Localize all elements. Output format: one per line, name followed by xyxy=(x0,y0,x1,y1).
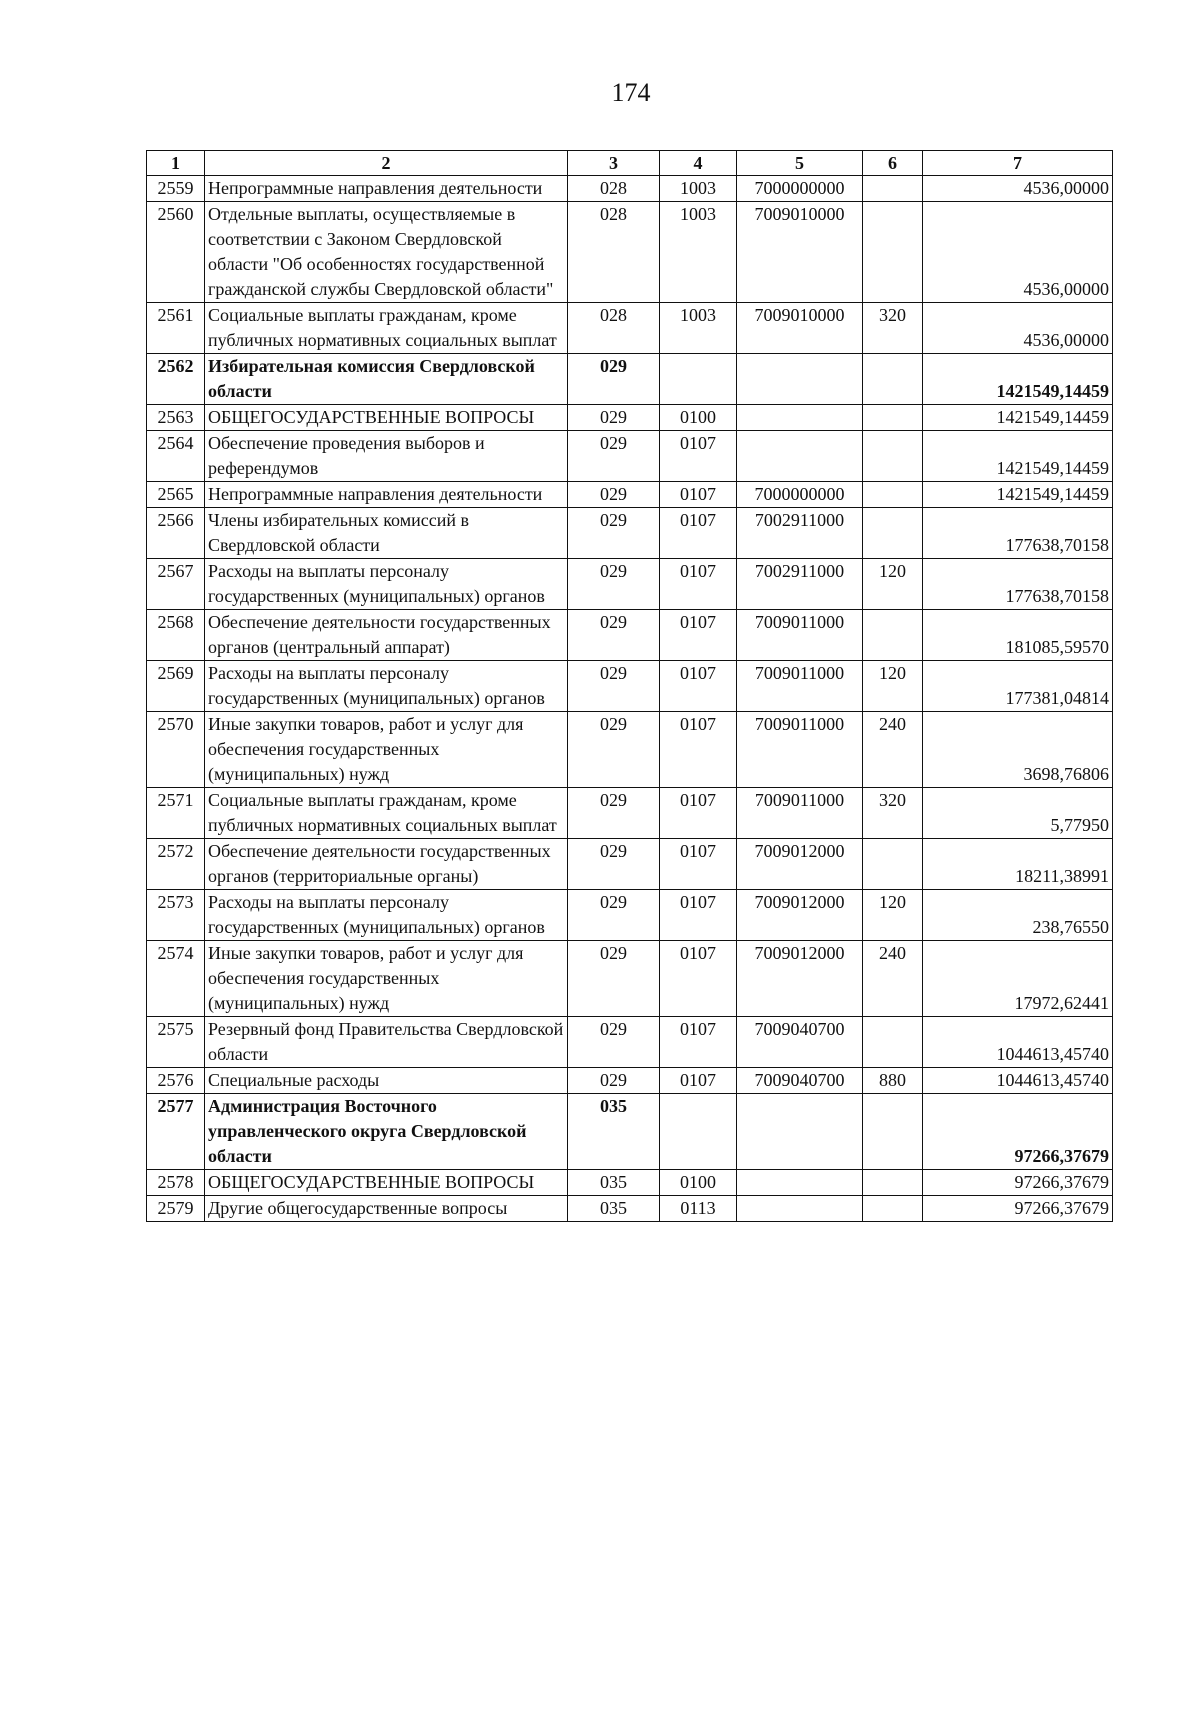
row-code-3: 029 xyxy=(568,712,660,788)
row-code-6 xyxy=(863,354,923,405)
table-row xyxy=(147,1017,1113,1068)
row-code-6 xyxy=(863,405,923,431)
row-number: 2574 xyxy=(147,941,205,1017)
col-header-1: 1 xyxy=(147,151,205,176)
row-name: ОБЩЕГОСУДАРСТВЕННЫЕ ВОПРОСЫ xyxy=(205,405,568,431)
row-number: 2561 xyxy=(147,303,205,354)
row-number: 2578 xyxy=(147,1170,205,1196)
row-name: Обеспечение деятельности государственных органов (территориальные органы) xyxy=(205,839,568,890)
row-number: 2573 xyxy=(147,890,205,941)
row-sum: 97266,37679 xyxy=(923,1196,1113,1222)
row-name: Другие общегосударственные вопросы xyxy=(205,1196,568,1222)
row-sum: 5,77950 xyxy=(923,788,1113,839)
row-name: Резервный фонд Правительства Свердловской области xyxy=(205,1017,568,1068)
row-code-6 xyxy=(863,839,923,890)
row-code-4: 0107 xyxy=(660,508,737,559)
row-code-6: 320 xyxy=(863,788,923,839)
row-code-3: 029 xyxy=(568,482,660,508)
row-code-3: 029 xyxy=(568,890,660,941)
row-code-6: 120 xyxy=(863,661,923,712)
row-code-4: 0107 xyxy=(660,839,737,890)
table-row xyxy=(147,661,1113,712)
row-code-6 xyxy=(863,1094,923,1170)
row-number: 2565 xyxy=(147,482,205,508)
row-code-6: 880 xyxy=(863,1068,923,1094)
row-code-5: 7009010000 xyxy=(737,202,863,303)
table-row xyxy=(147,890,1113,941)
row-code-5: 7009011000 xyxy=(737,712,863,788)
row-code-5: 7009011000 xyxy=(737,788,863,839)
table-row xyxy=(147,508,1113,559)
row-number: 2560 xyxy=(147,202,205,303)
row-code-3: 029 xyxy=(568,559,660,610)
row-number: 2575 xyxy=(147,1017,205,1068)
row-name: Расходы на выплаты персоналу государственных (муниципальных) органов xyxy=(205,890,568,941)
row-code-6: 120 xyxy=(863,559,923,610)
row-sum: 17972,62441 xyxy=(923,941,1113,1017)
row-code-4: 0107 xyxy=(660,941,737,1017)
row-code-6: 120 xyxy=(863,890,923,941)
row-sum: 1044613,45740 xyxy=(923,1017,1113,1068)
row-code-6 xyxy=(863,202,923,303)
row-code-3: 029 xyxy=(568,1068,660,1094)
row-code-5: 7002911000 xyxy=(737,508,863,559)
row-code-4 xyxy=(660,1094,737,1170)
row-code-6 xyxy=(863,176,923,202)
row-code-5: 7000000000 xyxy=(737,176,863,202)
row-code-3: 029 xyxy=(568,1017,660,1068)
row-code-5: 7009012000 xyxy=(737,941,863,1017)
row-number: 2576 xyxy=(147,1068,205,1094)
row-sum: 1421549,14459 xyxy=(923,405,1113,431)
col-header-4: 4 xyxy=(660,151,737,176)
row-sum: 97266,37679 xyxy=(923,1094,1113,1170)
table-row xyxy=(147,1068,1113,1094)
table-row xyxy=(147,431,1113,482)
row-number: 2562 xyxy=(147,354,205,405)
row-code-4: 0107 xyxy=(660,482,737,508)
table-row xyxy=(147,839,1113,890)
row-code-6 xyxy=(863,1170,923,1196)
row-code-5: 7002911000 xyxy=(737,559,863,610)
row-code-6: 320 xyxy=(863,303,923,354)
row-code-5: 7009011000 xyxy=(737,610,863,661)
table-row xyxy=(147,941,1113,1017)
row-code-5 xyxy=(737,1170,863,1196)
row-code-5 xyxy=(737,1094,863,1170)
table-row xyxy=(147,354,1113,405)
row-code-6 xyxy=(863,1017,923,1068)
row-code-6 xyxy=(863,1196,923,1222)
row-code-4: 0107 xyxy=(660,890,737,941)
col-header-2: 2 xyxy=(205,151,568,176)
row-code-4: 0100 xyxy=(660,1170,737,1196)
row-code-5: 7009012000 xyxy=(737,890,863,941)
row-number: 2577 xyxy=(147,1094,205,1170)
row-sum: 1421549,14459 xyxy=(923,354,1113,405)
row-code-3: 035 xyxy=(568,1196,660,1222)
row-code-5: 7009012000 xyxy=(737,839,863,890)
row-number: 2559 xyxy=(147,176,205,202)
row-name: Непрограммные направления деятельности xyxy=(205,482,568,508)
table-row xyxy=(147,1170,1113,1196)
table-row xyxy=(147,405,1113,431)
row-code-3: 035 xyxy=(568,1170,660,1196)
row-name: ОБЩЕГОСУДАРСТВЕННЫЕ ВОПРОСЫ xyxy=(205,1170,568,1196)
row-number: 2572 xyxy=(147,839,205,890)
row-code-5 xyxy=(737,431,863,482)
row-name: Иные закупки товаров, работ и услуг для обеспечения государственных (муниципальных) нужд xyxy=(205,941,568,1017)
row-code-4: 0107 xyxy=(660,610,737,661)
col-header-6: 6 xyxy=(863,151,923,176)
row-code-3: 028 xyxy=(568,202,660,303)
row-code-4: 0107 xyxy=(660,712,737,788)
table-row xyxy=(147,788,1113,839)
row-code-3: 029 xyxy=(568,431,660,482)
table-row xyxy=(147,610,1113,661)
row-code-5: 7009011000 xyxy=(737,661,863,712)
row-code-3: 035 xyxy=(568,1094,660,1170)
row-code-3: 029 xyxy=(568,354,660,405)
row-code-6 xyxy=(863,431,923,482)
row-code-3: 029 xyxy=(568,788,660,839)
row-code-6 xyxy=(863,610,923,661)
row-code-3: 029 xyxy=(568,941,660,1017)
row-code-4: 0107 xyxy=(660,1017,737,1068)
table-row xyxy=(147,559,1113,610)
row-sum: 18211,38991 xyxy=(923,839,1113,890)
row-code-3: 029 xyxy=(568,610,660,661)
row-number: 2570 xyxy=(147,712,205,788)
row-name: Непрограммные направления деятельности xyxy=(205,176,568,202)
row-sum: 1421549,14459 xyxy=(923,431,1113,482)
row-code-3: 028 xyxy=(568,303,660,354)
row-number: 2579 xyxy=(147,1196,205,1222)
table-row xyxy=(147,712,1113,788)
row-number: 2569 xyxy=(147,661,205,712)
row-number: 2566 xyxy=(147,508,205,559)
col-header-3: 3 xyxy=(568,151,660,176)
row-code-6: 240 xyxy=(863,941,923,1017)
budget-table xyxy=(146,150,1113,1222)
row-name: Расходы на выплаты персоналу государственных (муниципальных) органов xyxy=(205,661,568,712)
row-code-4: 1003 xyxy=(660,202,737,303)
row-name: Отдельные выплаты, осуществляемые в соответствии с Законом Свердловской области "Об особенностях государственной гражданской службы Свердловской области" xyxy=(205,202,568,303)
row-code-5: 7009010000 xyxy=(737,303,863,354)
row-sum: 177638,70158 xyxy=(923,559,1113,610)
row-code-4: 0113 xyxy=(660,1196,737,1222)
row-sum: 238,76550 xyxy=(923,890,1113,941)
row-sum: 177638,70158 xyxy=(923,508,1113,559)
row-number: 2564 xyxy=(147,431,205,482)
row-sum: 4536,00000 xyxy=(923,176,1113,202)
row-name: Иные закупки товаров, работ и услуг для обеспечения государственных (муниципальных) нужд xyxy=(205,712,568,788)
row-sum: 1421549,14459 xyxy=(923,482,1113,508)
col-header-5: 5 xyxy=(737,151,863,176)
row-number: 2568 xyxy=(147,610,205,661)
row-number: 2571 xyxy=(147,788,205,839)
table-header-row xyxy=(147,151,1113,176)
row-number: 2563 xyxy=(147,405,205,431)
row-code-4: 0100 xyxy=(660,405,737,431)
row-code-5: 7000000000 xyxy=(737,482,863,508)
row-sum: 4536,00000 xyxy=(923,202,1113,303)
col-header-7: 7 xyxy=(923,151,1113,176)
row-name: Специальные расходы xyxy=(205,1068,568,1094)
row-code-5 xyxy=(737,354,863,405)
row-code-4: 1003 xyxy=(660,303,737,354)
row-code-3: 029 xyxy=(568,405,660,431)
row-code-4: 0107 xyxy=(660,661,737,712)
table-row xyxy=(147,303,1113,354)
row-code-5 xyxy=(737,1196,863,1222)
row-sum: 1044613,45740 xyxy=(923,1068,1113,1094)
row-sum: 4536,00000 xyxy=(923,303,1113,354)
row-sum: 181085,59570 xyxy=(923,610,1113,661)
row-code-4 xyxy=(660,354,737,405)
row-code-4: 0107 xyxy=(660,559,737,610)
table-row xyxy=(147,176,1113,202)
row-number: 2567 xyxy=(147,559,205,610)
row-sum: 97266,37679 xyxy=(923,1170,1113,1196)
row-code-5: 7009040700 xyxy=(737,1068,863,1094)
table-row xyxy=(147,202,1113,303)
row-code-5: 7009040700 xyxy=(737,1017,863,1068)
row-name: Администрация Восточного управленческого округа Свердловской области xyxy=(205,1094,568,1170)
table-row xyxy=(147,1094,1113,1170)
row-sum: 3698,76806 xyxy=(923,712,1113,788)
page-number: 174 xyxy=(611,78,651,107)
table-row xyxy=(147,482,1113,508)
row-name: Члены избирательных комиссий в Свердловской области xyxy=(205,508,568,559)
row-name: Расходы на выплаты персоналу государственных (муниципальных) органов xyxy=(205,559,568,610)
row-name: Социальные выплаты гражданам, кроме публичных нормативных социальных выплат xyxy=(205,788,568,839)
row-name: Избирательная комиссия Свердловской области xyxy=(205,354,568,405)
row-code-6: 240 xyxy=(863,712,923,788)
row-sum: 177381,04814 xyxy=(923,661,1113,712)
row-code-4: 0107 xyxy=(660,788,737,839)
row-code-4: 0107 xyxy=(660,431,737,482)
row-code-3: 029 xyxy=(568,661,660,712)
row-code-3: 029 xyxy=(568,839,660,890)
row-name: Обеспечение деятельности государственных органов (центральный аппарат) xyxy=(205,610,568,661)
row-code-6 xyxy=(863,508,923,559)
table-row xyxy=(147,1196,1113,1222)
row-name: Обеспечение проведения выборов и референдумов xyxy=(205,431,568,482)
row-code-5 xyxy=(737,405,863,431)
row-code-4: 1003 xyxy=(660,176,737,202)
row-name: Социальные выплаты гражданам, кроме публичных нормативных социальных выплат xyxy=(205,303,568,354)
row-code-4: 0107 xyxy=(660,1068,737,1094)
table-body xyxy=(147,176,1113,1222)
row-code-3: 029 xyxy=(568,508,660,559)
row-code-6 xyxy=(863,482,923,508)
row-code-3: 028 xyxy=(568,176,660,202)
